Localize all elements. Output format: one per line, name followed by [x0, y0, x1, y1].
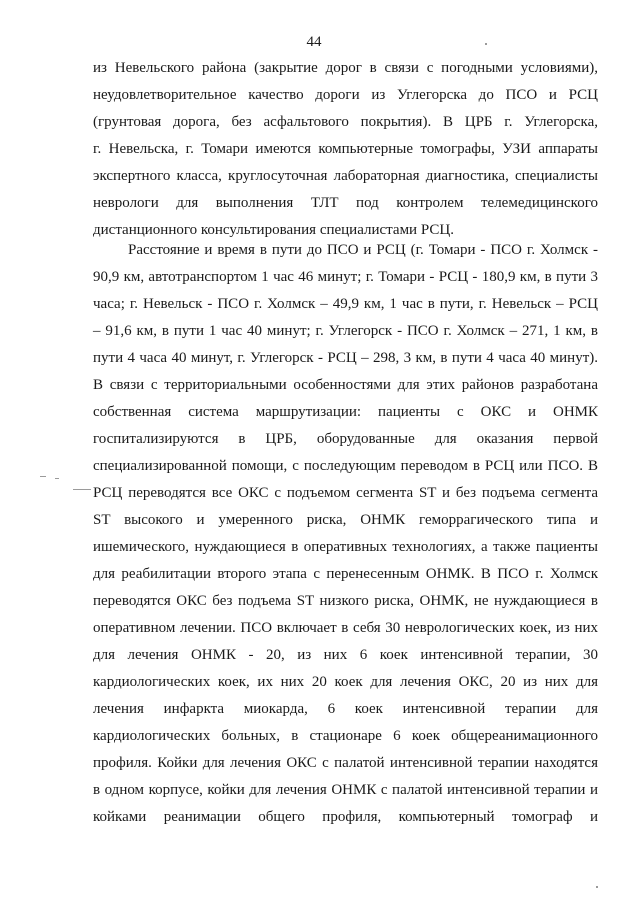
text-line: – 91,6 км, в пути 1 час 40 минут; г. Углегорск - ПСО г. Холмск – 271, 1 км, в: [93, 323, 598, 339]
scan-speck: [485, 43, 487, 45]
text-line: пути 4 часа 40 минут, г. Углегорск - РСЦ – 298, 3 км, в пути 4 часа 40 минут).: [93, 350, 598, 366]
text-line: специализированной помощи, с последующим переводом в РСЦ или ПСО. В: [93, 458, 598, 474]
text-line: неудовлетворительное качество дороги из Углегорска до ПСО и РСЦ: [93, 87, 598, 103]
paragraph-2: [93, 237, 598, 831]
text-line: собственная система маршрутизации: пациенты с ОКС и ОНМК: [93, 404, 598, 420]
scan-speck: [40, 476, 46, 477]
text-line: экспертного класса, круглосуточная лабораторная диагностика, специалисты: [93, 168, 598, 184]
text-line: г. Невельска, г. Томари имеются компьютерные томографы, УЗИ аппараты: [93, 141, 598, 157]
text-line: Расстояние и время в пути до ПСО и РСЦ (г. Томари - ПСО г. Холмск -: [128, 242, 598, 258]
text-line: для лечения ОНМК - 20, из них 6 коек интенсивной терапии, 30: [93, 647, 598, 663]
text-line: в одном корпусе, койки для лечения ОНМК с палатой интенсивной терапии и: [93, 782, 598, 798]
text-line: кардиологических больных, в стационаре 6 коек общереанимационного: [93, 728, 598, 744]
scan-speck: [73, 489, 91, 490]
text-line: дистанционного консультирования специалистами РСЦ.: [93, 222, 454, 238]
scan-speck: [55, 478, 59, 479]
scan-speck: [596, 886, 598, 888]
paragraph-1: [93, 55, 598, 244]
text-line: кардиологических коек, их них 20 коек для лечения ОКС, 20 из них для: [93, 674, 598, 690]
text-line: ишемического, нуждающиеся в оперативных технологиях, а также пациенты: [93, 539, 598, 555]
text-line: часа; г. Невельск - ПСО г. Холмск – 49,9 км, 1 час в пути, г. Невельск – РСЦ: [93, 296, 598, 312]
text-line: оперативном лечении. ПСО включает в себя 30 неврологических коек, из них: [93, 620, 598, 636]
text-line: неврологи для выполнения ТЛТ под контролем телемедицинского: [93, 195, 598, 211]
text-line: ST высокого и умеренного риска, ОНМК геморрагического типа и: [93, 512, 598, 528]
text-line: (грунтовая дорога, без асфальтового покрытия). В ЦРБ г. Углегорска,: [93, 114, 598, 130]
text-line: госпитализируются в ЦРБ, оборудованные для оказания первой: [93, 431, 598, 447]
text-line: профиля. Койки для лечения ОКС с палатой интенсивной терапии находятся: [93, 755, 598, 771]
page-number: 44: [306, 34, 322, 50]
text-line: для реабилитации второго этапа с перенесенным ОНМК. В ПСО г. Холмск: [93, 566, 598, 582]
text-line: из Невельского района (закрытие дорог в связи с погодными условиями),: [93, 60, 598, 76]
text-line: РСЦ переводятся все ОКС с подъемом сегмента ST и без подъема сегмента: [93, 485, 598, 501]
text-line: переводятся ОКС без подъема ST низкого риска, ОНМК, не нуждающиеся в: [93, 593, 598, 609]
text-line: 90,9 км, автотранспортом 1 час 46 минут; г. Томари - РСЦ - 180,9 км, в пути 3: [93, 269, 598, 285]
text-line: В связи с территориальными особенностями для этих районов разработана: [93, 377, 598, 393]
text-line: койками реанимации общего профиля, компьютерный томограф и: [93, 809, 598, 825]
text-line: лечения инфаркта миокарда, 6 коек интенсивной терапии для: [93, 701, 598, 717]
